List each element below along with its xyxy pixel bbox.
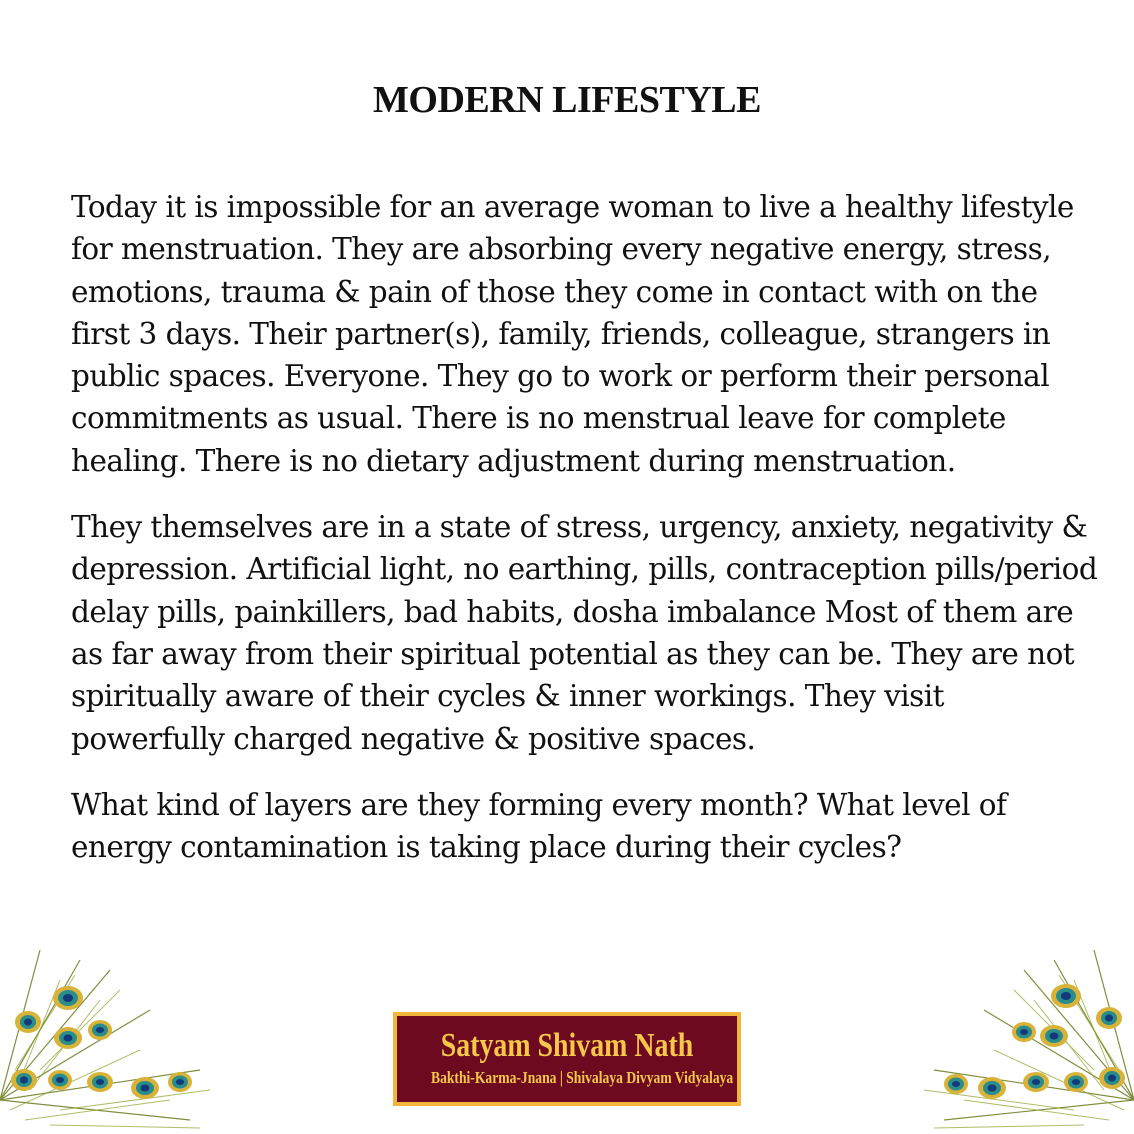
brand-logo (393, 1012, 741, 1106)
logo-name: Satyam Shivam Nath (440, 1027, 694, 1064)
logo-tagline: Bakthi-Karma-Jnana | Shivalaya Divyam Vidyalaya (431, 1068, 734, 1087)
peacock-feather-icon (904, 950, 1134, 1134)
peacock-feather-icon (0, 950, 230, 1134)
paragraph-3: What kind of layers are they forming every month? What level of energy contamination is taking place during their cycles? (71, 787, 1007, 865)
body-text (71, 186, 1101, 892)
paragraph-1: Today it is impossible for an average woman to live a healthy lifestyle for menstruation. They are absorbing every negative energy, stress, emotions, trauma & pain of those they come in contact with on the first 3 days. Their partner(s), family, friends, colleague, strangers in public spaces. Everyone. They go to work or perform their personal commitments as usual. There is no menstrual leave for complete healing. There is no dietary adjustment during menstruation. (71, 190, 1074, 478)
paragraph-2: They themselves are in a state of stress, urgency, anxiety, negativity & depression. Artificial light, no earthing, pills, contraception pills/period delay pills, painkillers, bad habits, dosha imbalance Most of them are as far away from their spiritual potential as they can be. They are not spiritually aware of their cycles & inner workings. They visit powerfully charged negative & positive spaces. (71, 510, 1098, 756)
page-title: MODERN LIFESTYLE (373, 79, 761, 121)
